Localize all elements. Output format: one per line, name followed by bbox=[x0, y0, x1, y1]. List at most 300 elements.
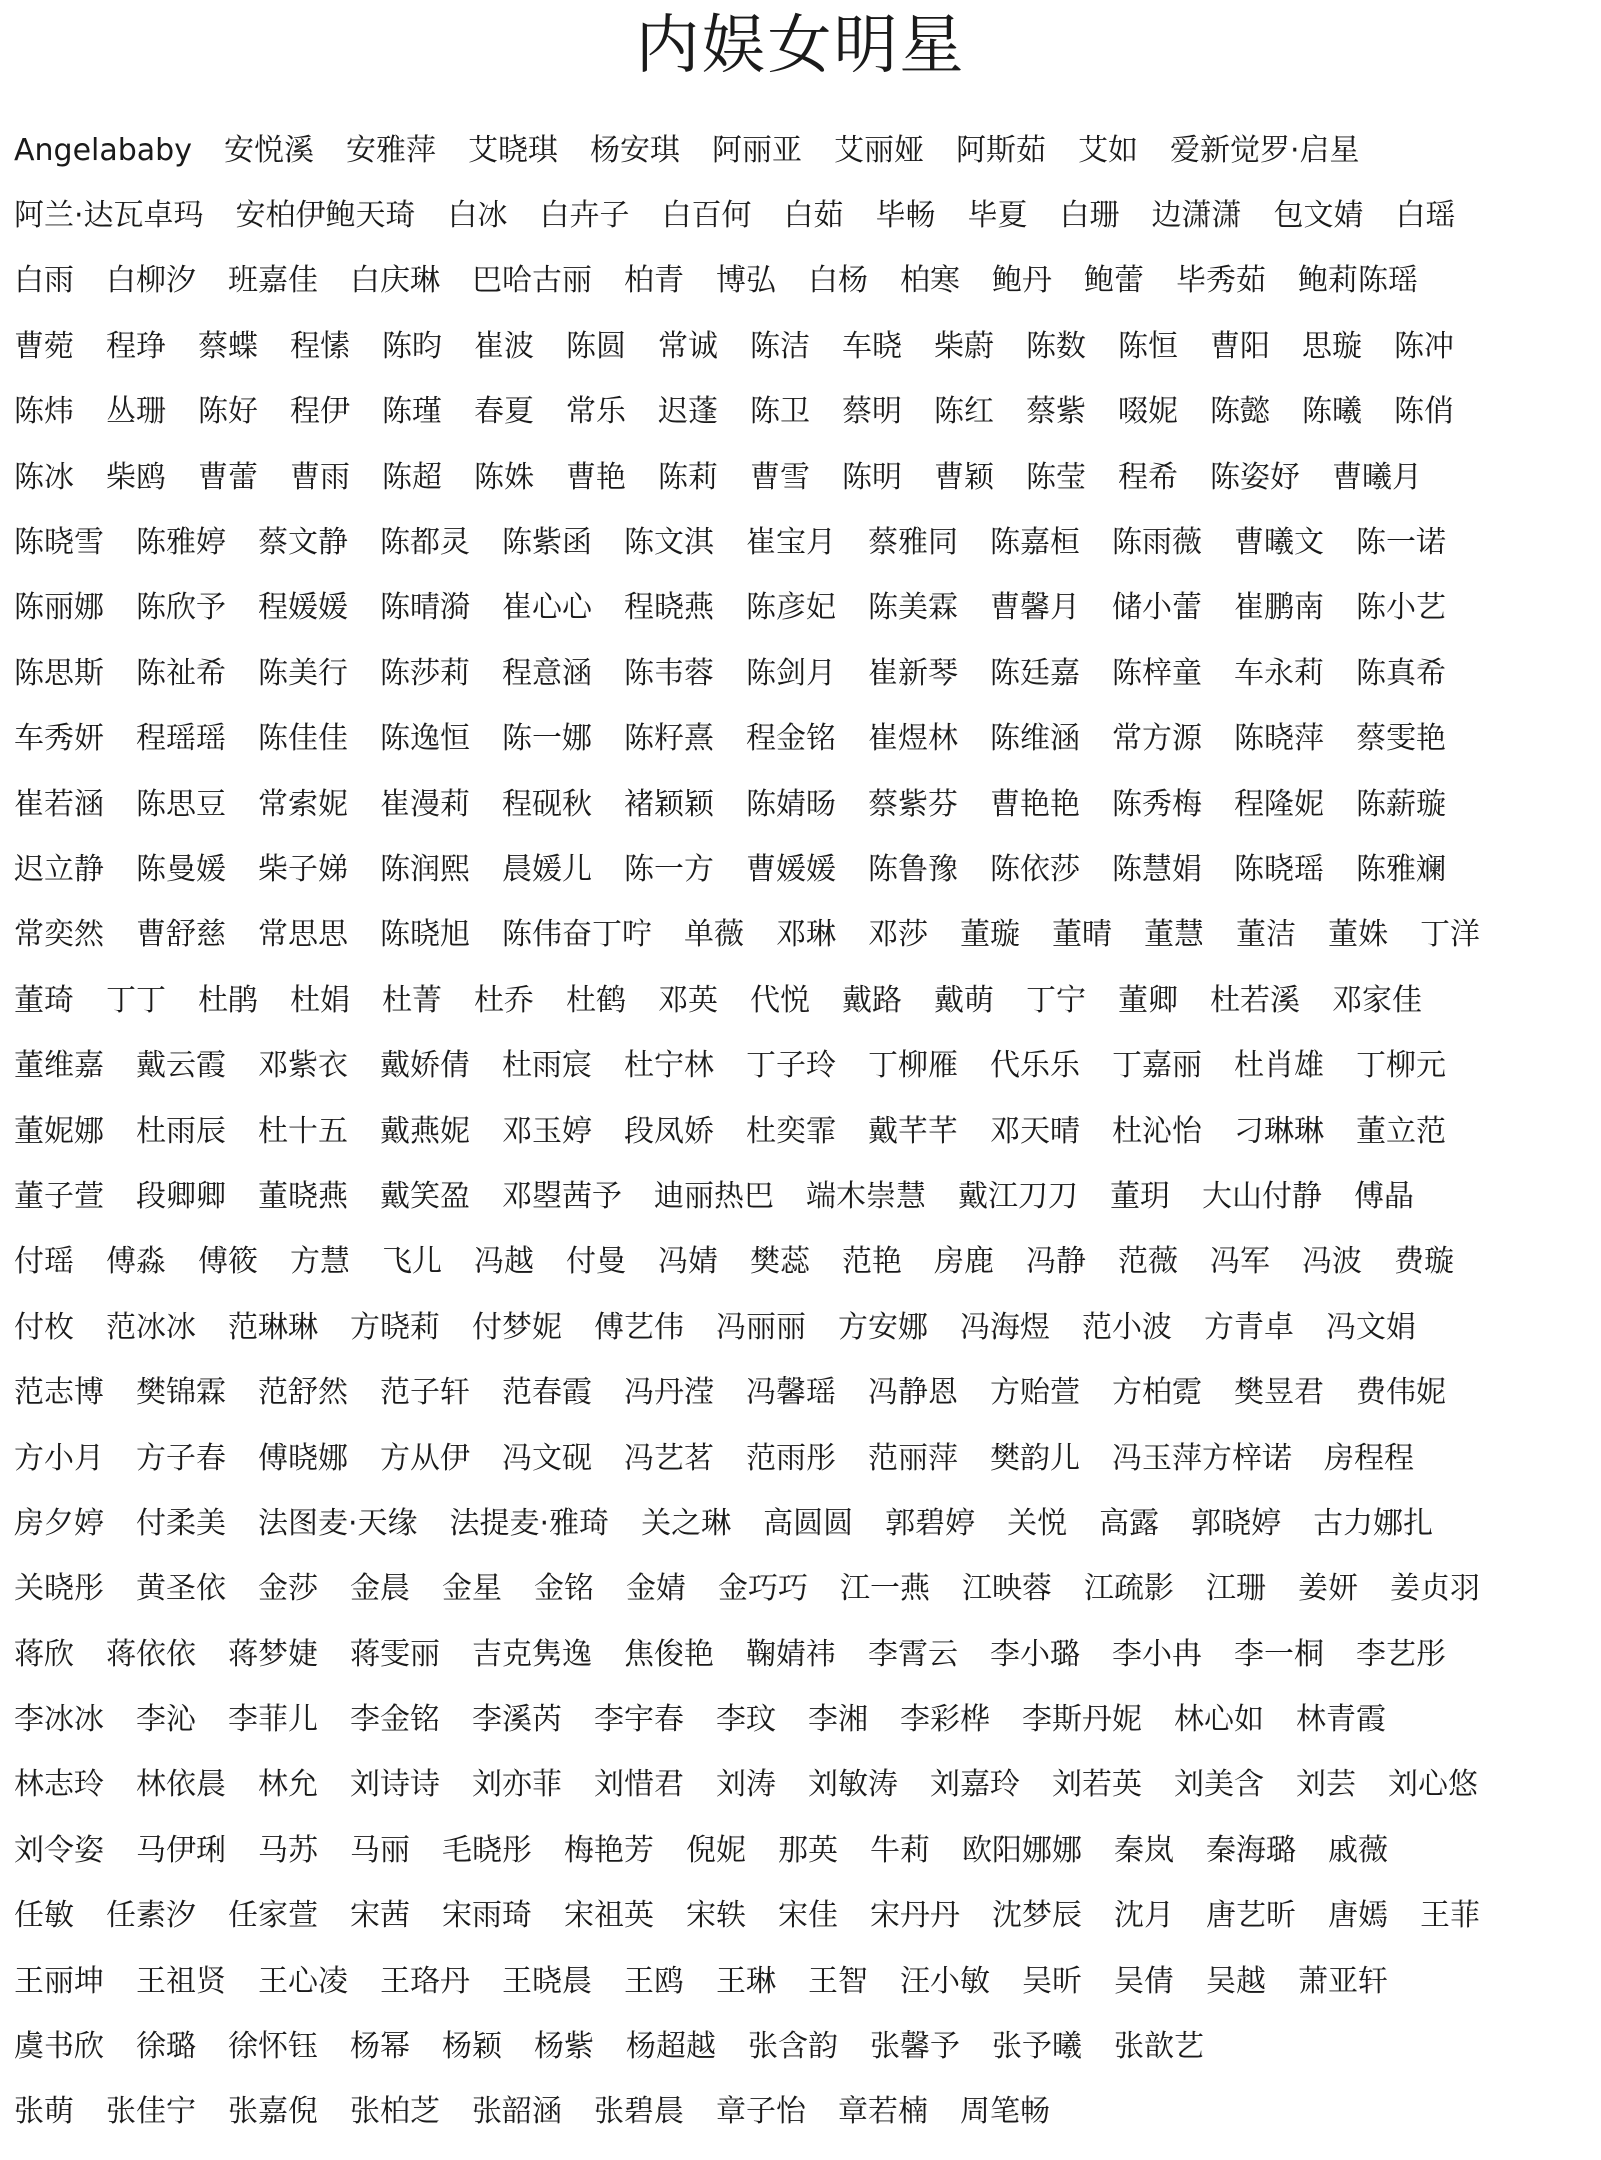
name-item: 张嘉倪 bbox=[228, 2094, 318, 2130]
name-item: 陈好 bbox=[198, 394, 258, 430]
name-item: 张含韵 bbox=[748, 2029, 838, 2065]
name-item: 白百何 bbox=[661, 198, 752, 234]
name-item: 林心如 bbox=[1174, 1702, 1264, 1738]
name-item: 董子萱 bbox=[14, 1178, 104, 1214]
name-item: 曹阳 bbox=[1210, 328, 1270, 364]
name-item: 刘亦菲 bbox=[472, 1767, 562, 1803]
name-item: 法提麦·雅琦 bbox=[449, 1505, 610, 1541]
name-item: 李冰冰 bbox=[14, 1702, 104, 1738]
name-item: 程晓燕 bbox=[624, 590, 714, 626]
name-item: 刘芸 bbox=[1296, 1767, 1356, 1803]
name-item: 陈一方 bbox=[624, 851, 714, 887]
name-item: 董玥 bbox=[1110, 1178, 1170, 1214]
name-item: 陈冲 bbox=[1394, 328, 1454, 364]
name-item: 冯静 bbox=[1026, 1244, 1086, 1280]
name-item: 崔波 bbox=[474, 328, 534, 364]
name-item: 董璇 bbox=[960, 917, 1020, 953]
name-item: 迪丽热巴 bbox=[654, 1178, 774, 1214]
name-row bbox=[14, 1557, 1589, 1622]
name-item: 车永莉 bbox=[1234, 655, 1324, 691]
name-item: 陈思豆 bbox=[136, 786, 226, 822]
name-item: 樊韵儿 bbox=[990, 1440, 1080, 1476]
name-item: 关悦 bbox=[1007, 1505, 1068, 1541]
name-item: 程愫 bbox=[290, 328, 350, 364]
name-row bbox=[14, 183, 1589, 248]
name-item: 端木崇慧 bbox=[806, 1178, 926, 1214]
name-item: 沈梦辰 bbox=[992, 1898, 1082, 1934]
name-item: 王智 bbox=[808, 1963, 868, 1999]
name-item: 戚薇 bbox=[1328, 1832, 1388, 1868]
name-item: 王丽坤 bbox=[14, 1963, 104, 1999]
name-item: 边潇潇 bbox=[1151, 198, 1242, 234]
name-item: 曹雨 bbox=[290, 459, 350, 495]
name-item: 爱新觉罗·启星 bbox=[1169, 132, 1360, 168]
name-item: 丁子玲 bbox=[746, 1048, 836, 1084]
name-item: 付枚 bbox=[14, 1309, 74, 1345]
name-item: 储小蕾 bbox=[1112, 590, 1202, 626]
name-item: 崔宝月 bbox=[746, 525, 836, 561]
name-item: 艾如 bbox=[1077, 132, 1138, 168]
name-item: 范小波 bbox=[1082, 1309, 1172, 1345]
name-item: 宋祖英 bbox=[564, 1898, 654, 1934]
name-item: 方子春 bbox=[136, 1440, 226, 1476]
name-item: 陈姝 bbox=[474, 459, 534, 495]
name-item: 陈洁 bbox=[750, 328, 810, 364]
name-item: 蒋梦婕 bbox=[228, 1636, 318, 1672]
name-row bbox=[14, 1099, 1589, 1164]
name-item: 郭晓婷 bbox=[1191, 1505, 1282, 1541]
name-item: 杜鹃 bbox=[198, 982, 258, 1018]
name-item: 杜十五 bbox=[258, 1113, 348, 1149]
name-item: 郭碧婷 bbox=[885, 1505, 976, 1541]
name-item: 江疏影 bbox=[1084, 1571, 1174, 1607]
name-item: 曹菀 bbox=[14, 328, 74, 364]
name-item: 艾晓琪 bbox=[467, 132, 558, 168]
name-item: 蒋依依 bbox=[106, 1636, 196, 1672]
name-item: 鲍蕾 bbox=[1084, 263, 1144, 299]
name-item: 林依晨 bbox=[136, 1767, 226, 1803]
name-row bbox=[14, 2080, 1589, 2145]
name-item: 班嘉佳 bbox=[228, 263, 318, 299]
name-row bbox=[14, 837, 1589, 902]
name-item: 王心凌 bbox=[258, 1963, 348, 1999]
name-item: 冯丹滢 bbox=[624, 1375, 714, 1411]
name-item: 王菲 bbox=[1420, 1898, 1480, 1934]
name-item: 李一桐 bbox=[1234, 1636, 1324, 1672]
name-list bbox=[14, 118, 1589, 2145]
name-item: 安悦溪 bbox=[223, 132, 314, 168]
name-item: 方贻萱 bbox=[990, 1375, 1080, 1411]
name-item: 车晓 bbox=[842, 328, 902, 364]
name-item: 崔漫莉 bbox=[380, 786, 470, 822]
name-item: 戴笑盈 bbox=[380, 1178, 470, 1214]
name-item: 邓紫衣 bbox=[258, 1048, 348, 1084]
name-item: 冯海煜 bbox=[960, 1309, 1050, 1345]
name-item: 白冰 bbox=[447, 198, 508, 234]
name-item: 冯艺茗 bbox=[624, 1440, 714, 1476]
name-item: 杜奕霏 bbox=[746, 1113, 836, 1149]
name-item: 曹曦文 bbox=[1234, 525, 1324, 561]
name-item: 高露 bbox=[1099, 1505, 1160, 1541]
name-item: 杜乔 bbox=[474, 982, 534, 1018]
name-item: 白卉子 bbox=[539, 198, 630, 234]
name-item: 陈慧娟 bbox=[1112, 851, 1202, 887]
name-item: 范子轩 bbox=[380, 1375, 470, 1411]
name-item: 曹雪 bbox=[750, 459, 810, 495]
name-item: 费璇 bbox=[1394, 1244, 1454, 1280]
name-item: 陈婧旸 bbox=[746, 786, 836, 822]
name-item: 陈莎莉 bbox=[380, 655, 470, 691]
name-item: 陈维涵 bbox=[990, 721, 1080, 757]
name-item: 李宇春 bbox=[594, 1702, 684, 1738]
name-item: 古力娜扎 bbox=[1313, 1505, 1434, 1541]
name-item: 戴江刀刀 bbox=[958, 1178, 1078, 1214]
name-row bbox=[14, 641, 1589, 706]
name-item: 傅晓娜 bbox=[258, 1440, 348, 1476]
name-item: 萧亚轩 bbox=[1298, 1963, 1388, 1999]
name-item: 丁洋 bbox=[1420, 917, 1480, 953]
name-row bbox=[14, 1426, 1589, 1491]
name-item: 丁柳元 bbox=[1356, 1048, 1446, 1084]
name-item: 蔡雯艳 bbox=[1356, 721, 1446, 757]
name-item: 曹艳艳 bbox=[990, 786, 1080, 822]
page-title: 内娱女明星 bbox=[635, 9, 966, 83]
name-item: 陈彦妃 bbox=[746, 590, 836, 626]
name-item: 陈欣予 bbox=[136, 590, 226, 626]
name-item: 程琤 bbox=[106, 328, 166, 364]
name-item: 唐艺昕 bbox=[1206, 1898, 1296, 1934]
name-item: 王珞丹 bbox=[380, 1963, 470, 1999]
name-row bbox=[14, 1164, 1589, 1229]
name-item: 李沁 bbox=[136, 1702, 196, 1738]
name-item: 林青霞 bbox=[1296, 1702, 1386, 1738]
name-item: 樊蕊 bbox=[750, 1244, 810, 1280]
name-item: 冯丽丽 bbox=[716, 1309, 806, 1345]
name-item: 任敏 bbox=[14, 1898, 74, 1934]
name-item: 刘若英 bbox=[1052, 1767, 1142, 1803]
name-item: 倪妮 bbox=[686, 1832, 746, 1868]
name-item: 陈数 bbox=[1026, 328, 1086, 364]
name-item: 刘嘉玲 bbox=[930, 1767, 1020, 1803]
name-item: 沈月 bbox=[1114, 1898, 1174, 1934]
name-item: 博弘 bbox=[716, 263, 776, 299]
name-item: 白杨 bbox=[808, 263, 868, 299]
name-item: 刘心悠 bbox=[1388, 1767, 1478, 1803]
name-item: 冯文砚 bbox=[502, 1440, 592, 1476]
name-item: 陈真希 bbox=[1356, 655, 1446, 691]
name-item: 李斯丹妮 bbox=[1022, 1702, 1142, 1738]
name-item: 张馨予 bbox=[870, 2029, 960, 2065]
name-item: 陈懿 bbox=[1210, 394, 1270, 430]
name-item: 蔡紫芬 bbox=[868, 786, 958, 822]
name-row bbox=[14, 380, 1589, 445]
name-item: 傅筱 bbox=[198, 1244, 258, 1280]
name-item: 陈晓萍 bbox=[1234, 721, 1324, 757]
name-row bbox=[14, 1033, 1589, 1098]
name-item: 曹舒慈 bbox=[136, 917, 226, 953]
name-item: 陈炜 bbox=[14, 394, 74, 430]
name-item: 程伊 bbox=[290, 394, 350, 430]
name-item: 邓曌茜予 bbox=[502, 1178, 622, 1214]
name-row bbox=[14, 1360, 1589, 1425]
name-item: 程砚秋 bbox=[502, 786, 592, 822]
name-item: 鲍丹 bbox=[992, 263, 1052, 299]
name-item: 陈佳佳 bbox=[258, 721, 348, 757]
name-item: Angelababy bbox=[14, 132, 192, 168]
name-item: 范丽萍 bbox=[868, 1440, 958, 1476]
name-item: 程瑶瑶 bbox=[136, 721, 226, 757]
name-item: 焦俊艳 bbox=[624, 1636, 714, 1672]
name-item: 任家萱 bbox=[228, 1898, 318, 1934]
name-item: 李艺彤 bbox=[1356, 1636, 1446, 1672]
name-item: 晨媛儿 bbox=[502, 851, 592, 887]
name-item: 杜菁 bbox=[382, 982, 442, 1018]
name-item: 宋雨琦 bbox=[442, 1898, 532, 1934]
name-item: 范志博 bbox=[14, 1375, 104, 1411]
name-item: 牛莉 bbox=[870, 1832, 930, 1868]
name-item: 陈雅斓 bbox=[1356, 851, 1446, 887]
name-item: 张韶涵 bbox=[472, 2094, 562, 2130]
name-item: 陈冰 bbox=[14, 459, 74, 495]
name-item: 程媛媛 bbox=[258, 590, 348, 626]
name-item: 张歆艺 bbox=[1114, 2029, 1204, 2065]
name-item: 金铭 bbox=[534, 1571, 594, 1607]
name-item: 董洁 bbox=[1236, 917, 1296, 953]
name-item: 白瑶 bbox=[1395, 198, 1456, 234]
name-item: 陈美行 bbox=[258, 655, 348, 691]
name-item: 戴芊芊 bbox=[868, 1113, 958, 1149]
name-item: 常方源 bbox=[1112, 721, 1202, 757]
name-item: 毕畅 bbox=[875, 198, 936, 234]
name-row bbox=[14, 903, 1589, 968]
name-item: 崔鹏南 bbox=[1234, 590, 1324, 626]
name-item: 陈美霖 bbox=[868, 590, 958, 626]
name-item: 刘涛 bbox=[716, 1767, 776, 1803]
name-item: 董晓燕 bbox=[258, 1178, 348, 1214]
name-item: 陈昀 bbox=[382, 328, 442, 364]
name-item: 陈一诺 bbox=[1356, 525, 1446, 561]
name-item: 崔若涵 bbox=[14, 786, 104, 822]
name-item: 徐怀钰 bbox=[228, 2029, 318, 2065]
name-item: 邓英 bbox=[658, 982, 718, 1018]
name-item: 陈雨薇 bbox=[1112, 525, 1202, 561]
name-row bbox=[14, 445, 1589, 510]
name-item: 范艳 bbox=[842, 1244, 902, 1280]
name-item: 大山付静 bbox=[1202, 1178, 1322, 1214]
name-row bbox=[14, 1491, 1589, 1556]
name-item: 林允 bbox=[258, 1767, 318, 1803]
name-item: 王鸥 bbox=[624, 1963, 684, 1999]
name-item: 邓天晴 bbox=[990, 1113, 1080, 1149]
name-item: 褚颖颖 bbox=[624, 786, 714, 822]
name-item: 王祖贤 bbox=[136, 1963, 226, 1999]
name-item: 陈圆 bbox=[566, 328, 626, 364]
name-item: 白茹 bbox=[783, 198, 844, 234]
name-item: 丁嘉丽 bbox=[1112, 1048, 1202, 1084]
name-item: 张柏芝 bbox=[350, 2094, 440, 2130]
name-item: 陈晴漪 bbox=[380, 590, 470, 626]
name-item: 范琳琳 bbox=[228, 1309, 318, 1345]
name-item: 曹颖 bbox=[934, 459, 994, 495]
name-item: 戴娇倩 bbox=[380, 1048, 470, 1084]
name-item: 安雅萍 bbox=[345, 132, 436, 168]
name-row bbox=[14, 510, 1589, 575]
name-item: 董维嘉 bbox=[14, 1048, 104, 1084]
name-item: 房程程 bbox=[1324, 1440, 1414, 1476]
name-item: 董慧 bbox=[1144, 917, 1204, 953]
name-item: 蔡文静 bbox=[258, 525, 348, 561]
name-item: 阿斯茹 bbox=[955, 132, 1046, 168]
name-item: 曹媛媛 bbox=[746, 851, 836, 887]
name-item: 邓莎 bbox=[868, 917, 928, 953]
name-item: 代悦 bbox=[750, 982, 810, 1018]
name-item: 宋轶 bbox=[686, 1898, 746, 1934]
name-item: 陈思斯 bbox=[14, 655, 104, 691]
name-item: 鲍莉陈瑶 bbox=[1298, 263, 1418, 299]
name-item: 段卿卿 bbox=[136, 1178, 226, 1214]
name-item: 陈薪璇 bbox=[1356, 786, 1446, 822]
name-item: 李玟 bbox=[716, 1702, 776, 1738]
name-item: 李湘 bbox=[808, 1702, 868, 1738]
name-item: 陈紫函 bbox=[502, 525, 592, 561]
name-item: 方从伊 bbox=[380, 1440, 470, 1476]
name-item: 陈雅婷 bbox=[136, 525, 226, 561]
name-item: 杨安琪 bbox=[589, 132, 680, 168]
name-row bbox=[14, 576, 1589, 641]
name-item: 陈莉 bbox=[658, 459, 718, 495]
name-item: 毕秀茹 bbox=[1176, 263, 1266, 299]
name-item: 吴倩 bbox=[1114, 1963, 1174, 1999]
name-row bbox=[14, 968, 1589, 1033]
name-item: 关晓彤 bbox=[14, 1571, 104, 1607]
name-row bbox=[14, 2014, 1589, 2079]
name-item: 宋丹丹 bbox=[870, 1898, 960, 1934]
name-item: 迟立静 bbox=[14, 851, 104, 887]
name-item: 戴路 bbox=[842, 982, 902, 1018]
name-item: 李菲儿 bbox=[228, 1702, 318, 1738]
name-item: 杜肖雄 bbox=[1234, 1048, 1324, 1084]
name-item: 马苏 bbox=[258, 1832, 318, 1868]
name-item: 金星 bbox=[442, 1571, 502, 1607]
name-item: 戴萌 bbox=[934, 982, 994, 1018]
name-item: 陈秀梅 bbox=[1112, 786, 1202, 822]
name-item: 虞书欣 bbox=[14, 2029, 104, 2065]
name-item: 毕夏 bbox=[967, 198, 1028, 234]
name-item: 蔡明 bbox=[842, 394, 902, 430]
name-item: 蔡紫 bbox=[1026, 394, 1086, 430]
name-item: 杨紫 bbox=[534, 2029, 594, 2065]
name-item: 程意涵 bbox=[502, 655, 592, 691]
name-item: 费伟妮 bbox=[1356, 1375, 1446, 1411]
name-item: 陈晓瑶 bbox=[1234, 851, 1324, 887]
name-item: 吴越 bbox=[1206, 1963, 1266, 1999]
name-row bbox=[14, 1295, 1589, 1360]
name-item: 段凤娇 bbox=[624, 1113, 714, 1149]
name-row bbox=[14, 118, 1589, 183]
name-item: 常诚 bbox=[658, 328, 718, 364]
name-item: 陈依莎 bbox=[990, 851, 1080, 887]
name-item: 陈伟奋丁咛 bbox=[502, 917, 652, 953]
name-item: 付梦妮 bbox=[472, 1309, 562, 1345]
name-item: 方安娜 bbox=[838, 1309, 928, 1345]
name-item: 冯婧 bbox=[658, 1244, 718, 1280]
name-item: 姜贞羽 bbox=[1390, 1571, 1480, 1607]
name-item: 毛晓彤 bbox=[442, 1832, 532, 1868]
name-row bbox=[14, 1687, 1589, 1752]
name-item: 范春霞 bbox=[502, 1375, 592, 1411]
name-item: 付曼 bbox=[566, 1244, 626, 1280]
name-item: 程金铭 bbox=[746, 721, 836, 757]
name-item: 杨颖 bbox=[442, 2029, 502, 2065]
name-item: 金巧巧 bbox=[718, 1571, 808, 1607]
name-item: 陈红 bbox=[934, 394, 994, 430]
name-item: 高圆圆 bbox=[763, 1505, 854, 1541]
name-item: 杨超越 bbox=[626, 2029, 716, 2065]
name-item: 车秀妍 bbox=[14, 721, 104, 757]
name-item: 程希 bbox=[1118, 459, 1178, 495]
name-item: 陈润熙 bbox=[380, 851, 470, 887]
name-item: 金婧 bbox=[626, 1571, 686, 1607]
name-item: 王晓晨 bbox=[502, 1963, 592, 1999]
name-item: 秦岚 bbox=[1114, 1832, 1174, 1868]
name-item: 陈都灵 bbox=[380, 525, 470, 561]
name-item: 杜若溪 bbox=[1210, 982, 1300, 1018]
name-item: 刘惜君 bbox=[594, 1767, 684, 1803]
name-item: 李溪芮 bbox=[472, 1702, 562, 1738]
name-item: 常索妮 bbox=[258, 786, 348, 822]
name-item: 曹馨月 bbox=[990, 590, 1080, 626]
name-item: 思璇 bbox=[1302, 328, 1362, 364]
name-item: 冯越 bbox=[474, 1244, 534, 1280]
name-item: 柏寒 bbox=[900, 263, 960, 299]
name-item: 丁丁 bbox=[106, 982, 166, 1018]
name-row bbox=[14, 772, 1589, 837]
name-item: 陈嘉桓 bbox=[990, 525, 1080, 561]
name-item: 马丽 bbox=[350, 1832, 410, 1868]
name-item: 崔心心 bbox=[502, 590, 592, 626]
name-item: 常思思 bbox=[258, 917, 348, 953]
name-item: 傅晶 bbox=[1354, 1178, 1414, 1214]
name-item: 陈韦蓉 bbox=[624, 655, 714, 691]
name-item: 杜宁林 bbox=[624, 1048, 714, 1084]
name-item: 任素汐 bbox=[106, 1898, 196, 1934]
name-item: 常奕然 bbox=[14, 917, 104, 953]
name-item: 邓琳 bbox=[776, 917, 836, 953]
name-item: 陈曦 bbox=[1302, 394, 1362, 430]
name-item: 江一燕 bbox=[840, 1571, 930, 1607]
name-item: 柴鸥 bbox=[106, 459, 166, 495]
name-item: 吴昕 bbox=[1022, 1963, 1082, 1999]
name-item: 林志玲 bbox=[14, 1767, 104, 1803]
name-item: 陈逸恒 bbox=[380, 721, 470, 757]
name-item: 梅艳芳 bbox=[564, 1832, 654, 1868]
name-item: 范舒然 bbox=[258, 1375, 348, 1411]
name-item: 陈鲁豫 bbox=[868, 851, 958, 887]
name-item: 董姝 bbox=[1328, 917, 1388, 953]
name-item: 张碧晨 bbox=[594, 2094, 684, 2130]
name-row bbox=[14, 707, 1589, 772]
name-item: 江映蓉 bbox=[962, 1571, 1052, 1607]
name-item: 房夕婷 bbox=[14, 1505, 104, 1541]
name-row bbox=[14, 1622, 1589, 1687]
name-item: 阿兰·达瓦卓玛 bbox=[14, 198, 204, 234]
name-item: 蒋雯丽 bbox=[350, 1636, 440, 1672]
name-row bbox=[14, 249, 1589, 314]
name-item: 白雨 bbox=[14, 263, 74, 299]
name-item: 姜妍 bbox=[1298, 1571, 1358, 1607]
name-item: 杜娟 bbox=[290, 982, 350, 1018]
name-item: 飞儿 bbox=[382, 1244, 442, 1280]
